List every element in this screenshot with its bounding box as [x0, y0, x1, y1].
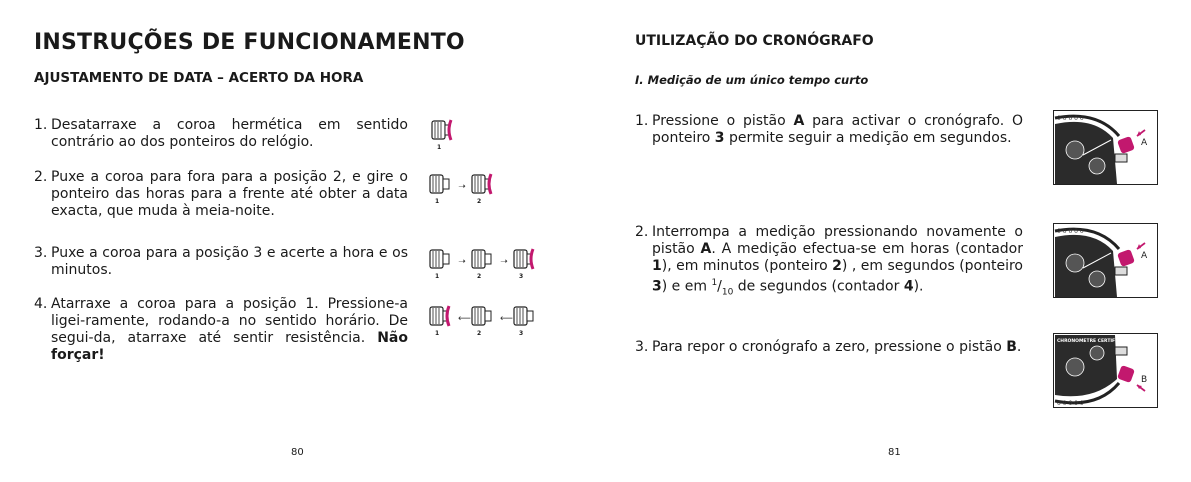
- page-number: 80: [291, 447, 304, 458]
- step-text: Puxe a coroa para a posição 3 e acerte a hora e os minutos.: [51, 245, 408, 278]
- right-page: [595, 0, 1191, 482]
- step-text: Atarraxe a coroa para a posição 1. Pressione-a ligei-ramente, rodando-a no sentido horário. De segui-da, atarraxe até sentir resistência. Não forçar!: [51, 296, 408, 363]
- step-text: Interrompa a medição pressionando novamente o pistão A. A medição efectua-se em horas (contador 1), em minutos (ponteiro 2) , em segundos (ponteiro 3) e em $^1/_{10}$ de segundos (contador 4).: [652, 224, 1024, 298]
- page-title: UTILIZAÇÃO DO CRONÓGRAFO: [635, 33, 874, 49]
- arrow-left-icon: ⟵: [458, 314, 471, 324]
- section-subtitle: I. Medição de um único tempo curto: [635, 73, 869, 87]
- chrono-step-2: [635, 224, 1023, 301]
- step-2: [34, 169, 408, 220]
- arrow-right-icon: ➝: [458, 182, 466, 192]
- step-text: Pressione o pistão A para activar o cronógrafo. O ponteiro 3 permite seguir a medição em segundos.: [652, 113, 1023, 146]
- chrono-step-1: [635, 113, 1023, 147]
- crown-icon: [470, 170, 496, 204]
- crown-position-label: 3: [519, 330, 524, 337]
- watch-illustration-pusher-b: [1053, 333, 1158, 408]
- step-text: Desatarraxe a coroa hermética em sentido contrário ao dos ponteiros do relógio.: [51, 117, 408, 150]
- svg-text:0 0 0 0 0: 0 0 0 0 0: [1057, 400, 1084, 407]
- left-page: [0, 0, 595, 482]
- svg-text:0 0 0 0 0: 0 0 0 0 0: [1057, 228, 1084, 235]
- crown-icon: [470, 245, 496, 279]
- crown-diagram-step-4: [428, 302, 538, 336]
- crown-icon: [512, 245, 538, 279]
- arrow-right-icon: ➝: [500, 257, 508, 267]
- step-number: 1.: [635, 113, 649, 129]
- crown-icon: [428, 170, 454, 204]
- crown-icon: [430, 116, 456, 150]
- pusher-label: A: [1141, 138, 1148, 148]
- crown-position-label: 2: [477, 273, 482, 280]
- crown-position-label: 1: [435, 330, 440, 337]
- step-text: Para repor o cronógrafo a zero, pressione o pistão B.: [652, 339, 1022, 355]
- warning-text: Não forçar!: [51, 330, 408, 363]
- step-4: [34, 296, 408, 364]
- section-subtitle: AJUSTAMENTO DE DATA – ACERTO DA HORA: [34, 70, 364, 86]
- crown-position-label: 1: [437, 144, 442, 151]
- crown-position-label: 2: [477, 198, 482, 205]
- arrow-right-icon: ➝: [458, 257, 466, 267]
- step-number: 2.: [34, 169, 48, 185]
- watch-dial-text: CHRONOMETRE CERTIFIE: [1057, 339, 1120, 344]
- page-title: INSTRUÇÕES DE FUNCIONAMENTO: [34, 30, 465, 55]
- crown-position-label: 3: [519, 273, 524, 280]
- step-number: 3.: [635, 339, 649, 355]
- crown-icon: [428, 245, 454, 279]
- crown-icon: [512, 302, 538, 336]
- svg-text:0 0 0 0 0: 0 0 0 0 0: [1057, 115, 1084, 122]
- step-number: 2.: [635, 224, 649, 240]
- crown-diagram-step-3: [428, 245, 538, 279]
- crown-icon: [428, 302, 454, 336]
- chrono-step-3: [635, 339, 1023, 356]
- watch-illustration-pusher-a-stop: [1053, 223, 1158, 298]
- step-number: 3.: [34, 245, 48, 261]
- crown-position-label: 1: [435, 198, 440, 205]
- pusher-label: A: [1141, 251, 1148, 261]
- step-1: [34, 117, 408, 151]
- crown-diagram-step-2: [428, 170, 496, 204]
- crown-diagram-step-1: [430, 116, 456, 150]
- arrow-left-icon: ⟵: [500, 314, 513, 324]
- watch-illustration-pusher-a: [1053, 110, 1158, 185]
- crown-icon: [470, 302, 496, 336]
- step-text: Puxe a coroa para fora para a posição 2, e gire o ponteiro das horas para a frente até obter a data exacta, que muda à meia-noite.: [51, 169, 408, 219]
- step-3: [34, 245, 408, 279]
- page-number: 81: [888, 447, 901, 458]
- step-number: 1.: [34, 117, 48, 133]
- step-number: 4.: [34, 296, 48, 312]
- pusher-label: B: [1141, 375, 1148, 385]
- crown-position-label: 1: [435, 273, 440, 280]
- crown-position-label: 2: [477, 330, 482, 337]
